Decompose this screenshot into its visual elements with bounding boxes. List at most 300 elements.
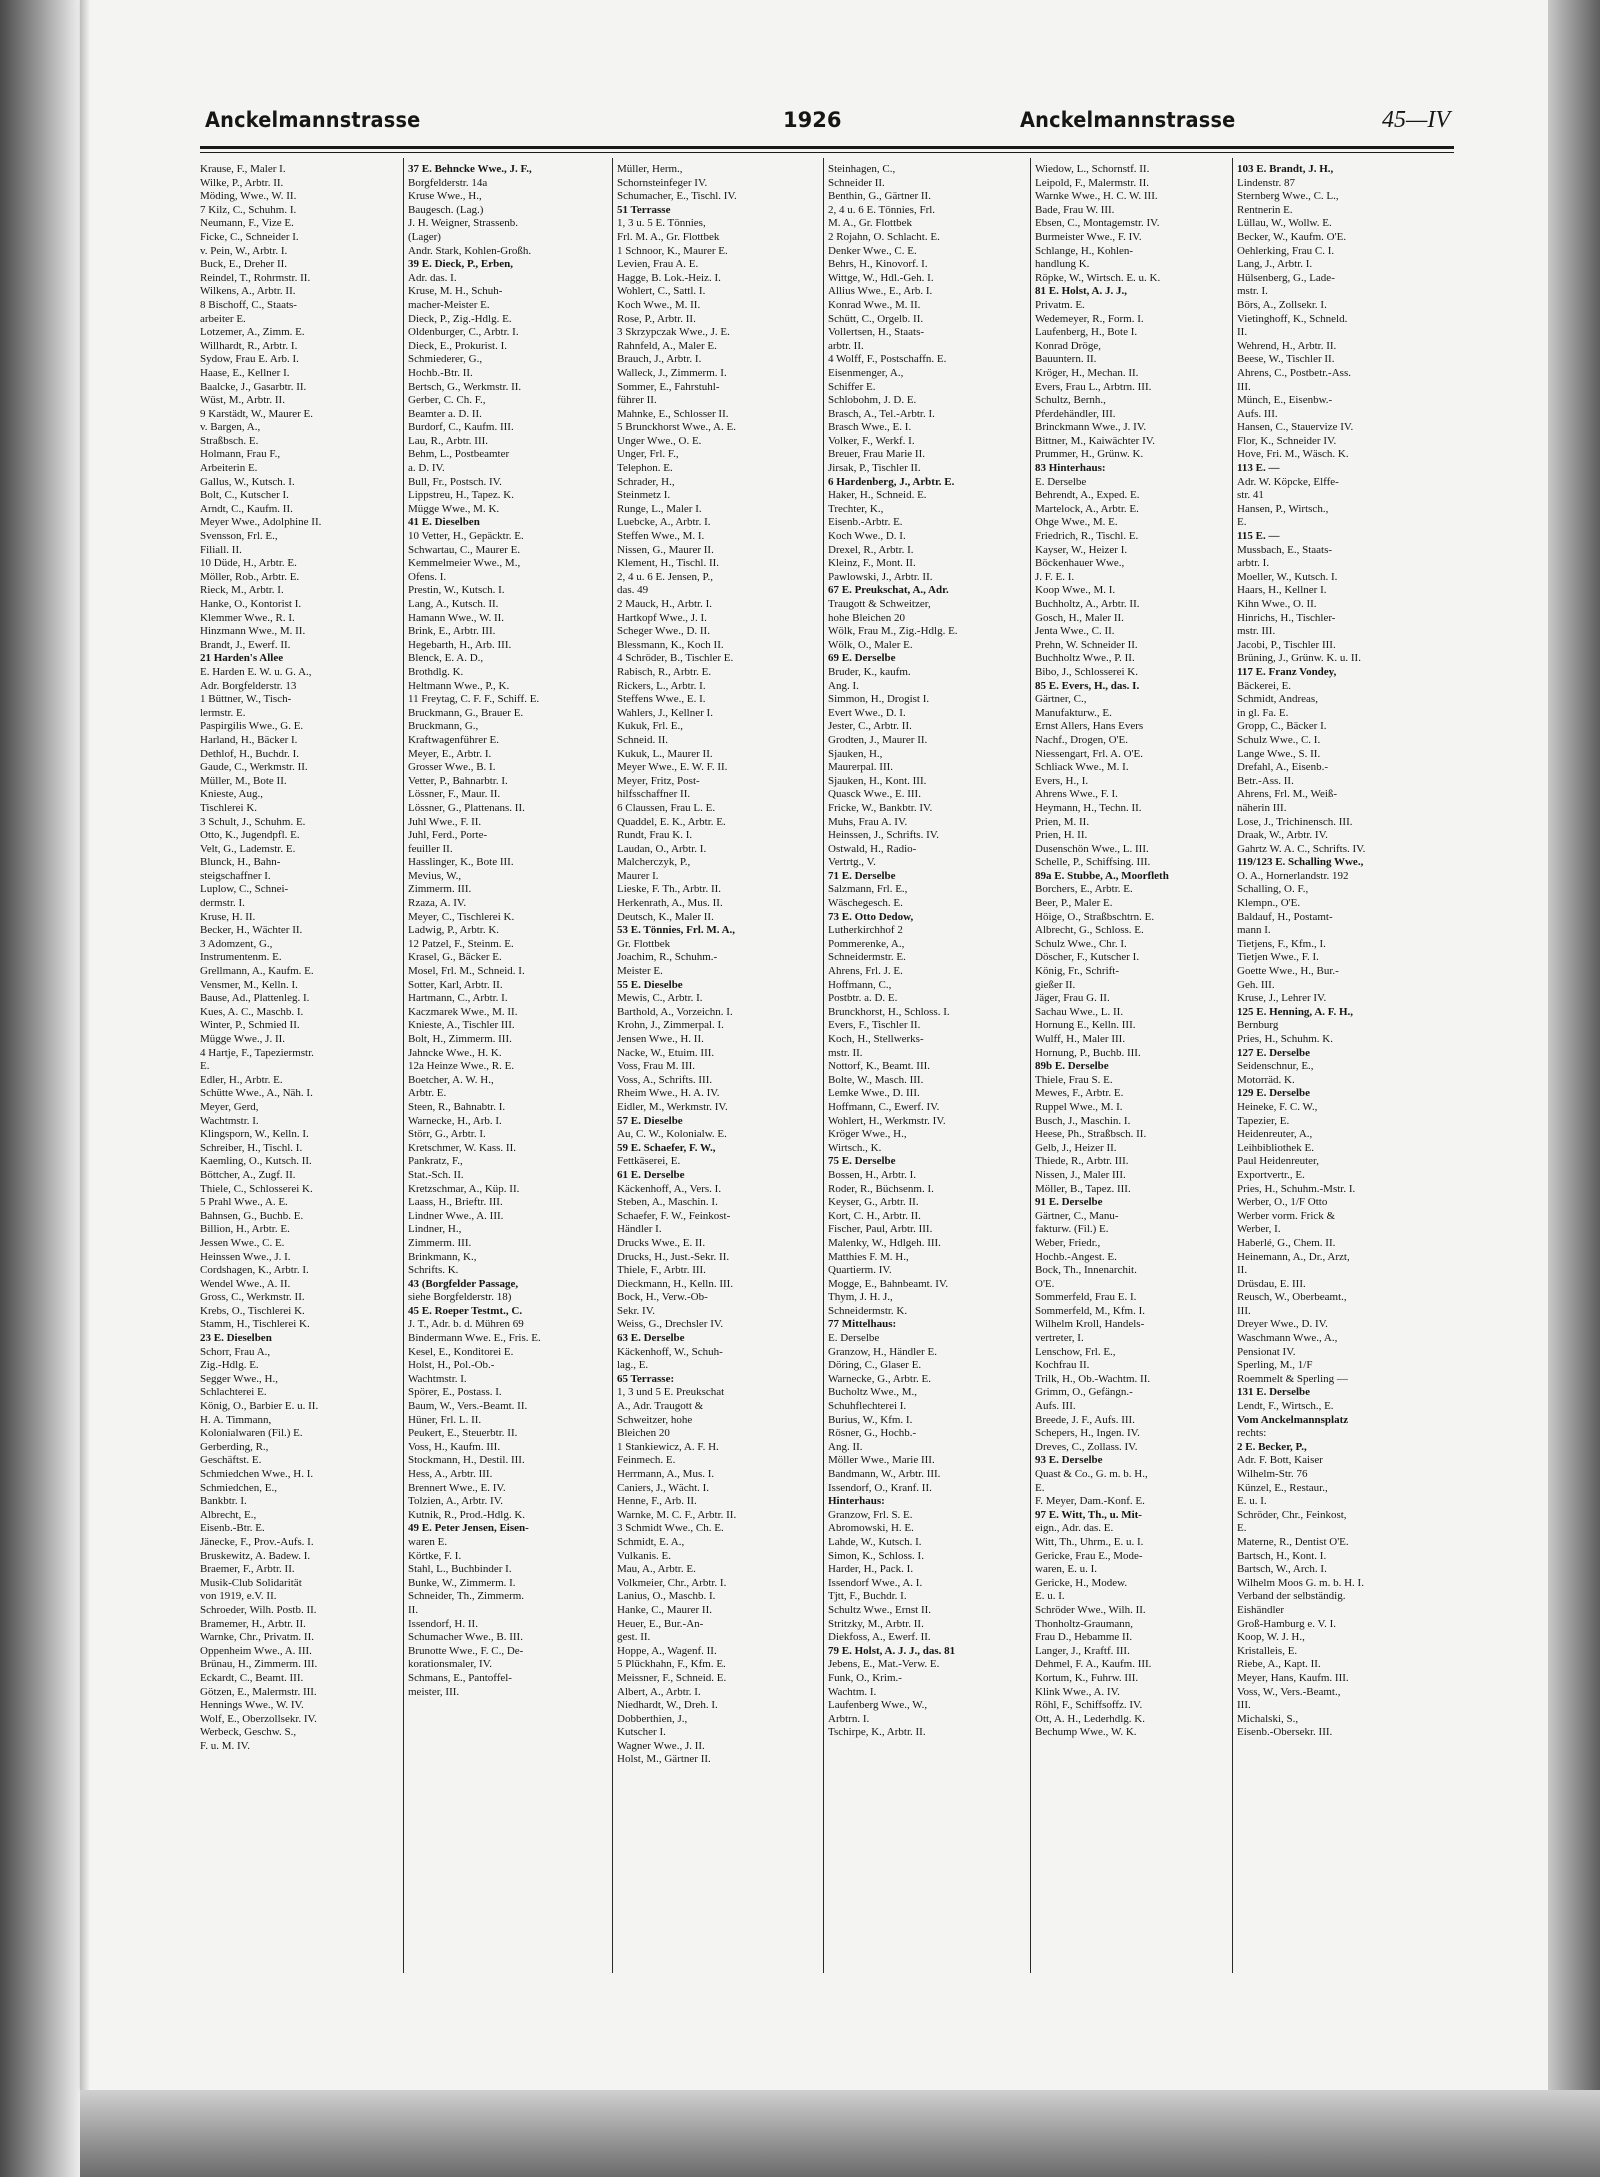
- directory-entry: Malcherczyk, P.,: [617, 856, 691, 869]
- header-rule-thin: [200, 152, 1454, 153]
- directory-entry: Wilhelm Kroll, Handels-: [1035, 1318, 1145, 1331]
- directory-entry: Werbeck, Geschw. S.,: [200, 1726, 297, 1739]
- directory-entry: Heinssen Wwe., J. I.: [200, 1250, 291, 1263]
- directory-entry: III.: [1237, 1699, 1251, 1712]
- directory-entry: Tolzien, A., Arbtr. IV.: [408, 1495, 503, 1508]
- directory-entry: 75 E. Derselbe: [828, 1155, 896, 1168]
- directory-entry: steigschaffner I.: [200, 869, 271, 882]
- directory-entry: Mewis, C., Arbtr. I.: [617, 992, 703, 1005]
- directory-entry: Dobberthien, J.,: [617, 1712, 688, 1725]
- directory-entry: Kruse, M. H., Schuh-: [408, 285, 503, 298]
- directory-entry: Stockmann, H., Destil. III.: [408, 1454, 525, 1467]
- directory-entry: Röpke, W., Wirtsch. E. u. K.: [1035, 271, 1161, 284]
- directory-entry: Luplow, C., Schnei-: [200, 883, 289, 896]
- directory-entry: Betr.-Ass. II.: [1237, 774, 1294, 787]
- directory-entry: 1 Büttner, W., Tisch-: [200, 693, 292, 706]
- directory-entry: III.: [1237, 380, 1251, 393]
- directory-entry: Brunckhorst, H., Schloss. I.: [828, 1005, 950, 1018]
- directory-entry: Dieck, E., Prokurist. I.: [408, 339, 507, 352]
- directory-entry: Bolte, W., Masch. III.: [828, 1073, 924, 1086]
- directory-entry: Schrader, H.,: [617, 475, 675, 488]
- directory-entry: Schreiber, H., Tischl. I.: [200, 1141, 303, 1154]
- directory-entry: A., Adr. Traugott &: [617, 1400, 704, 1413]
- directory-entry: Heltmann Wwe., P., K.: [408, 679, 510, 692]
- directory-entry: Ang. I.: [828, 679, 859, 692]
- directory-entry: Mahnke, E., Schlosser II.: [617, 407, 729, 420]
- directory-entry: hilfsschaffner II.: [617, 788, 691, 801]
- directory-entry: Wiedow, L., Schornstf. II.: [1035, 163, 1150, 175]
- directory-entry: 1, 3 und 5 E. Preukschat: [617, 1386, 725, 1399]
- directory-entry: Hegebarth, H., Arb. III.: [408, 638, 512, 651]
- directory-entry: J. F. E. I.: [1035, 570, 1075, 583]
- directory-entry: Koch, H., Stellwerks-: [828, 1033, 924, 1045]
- directory-entry: Schaefer, F. W., Feinkost-: [617, 1209, 731, 1222]
- directory-entry: Frl. M. A., Gr. Flottbek: [617, 230, 720, 243]
- directory-entry: Roemmelt & Sperling —: [1237, 1372, 1348, 1385]
- directory-entry: 11 Freytag, C. F. F., Schiff. E.: [408, 693, 540, 706]
- directory-entry: Sperling, M., 1/F: [1237, 1359, 1313, 1372]
- directory-entry: Schütte Wwe., A., Näh. I.: [200, 1087, 313, 1100]
- directory-entry: 71 E. Derselbe: [828, 869, 896, 882]
- directory-entry: Oldenburger, C., Arbtr. I.: [408, 326, 519, 339]
- directory-entry: Jänecke, F., Prov.-Aufs. I.: [200, 1535, 314, 1548]
- directory-entry: Barthold, A., Vorzeichn. I.: [617, 1005, 733, 1018]
- directory-entry: II.: [1237, 1264, 1248, 1277]
- directory-entry: dermstr. I.: [200, 897, 245, 910]
- directory-entry: Meyer Wwe., E. W. F. II.: [617, 761, 728, 774]
- directory-entry: Warnke, M. C. F., Arbtr. II.: [617, 1508, 737, 1521]
- directory-entry: Adr. Borgfelderstr. 13: [200, 679, 297, 692]
- directory-entry: Müller, Herm.,: [617, 163, 683, 175]
- directory-entry: Laufenberg Wwe., W.,: [828, 1699, 928, 1712]
- directory-entry: Jensen Wwe., H. II.: [617, 1033, 704, 1045]
- directory-entry: Kemmelmeier Wwe., M.,: [408, 557, 521, 570]
- directory-entry: Gallus, W., Kutsch. I.: [200, 475, 295, 488]
- directory-entry: Stat.-Sch. II.: [408, 1168, 464, 1181]
- directory-entry: Bechump Wwe., W. K.: [1035, 1726, 1137, 1739]
- directory-entry: Ostwald, H., Radio-: [828, 842, 917, 855]
- directory-entry: 73 E. Otto Dedow,: [828, 910, 914, 923]
- directory-entry: Kruse Wwe., H.,: [408, 190, 482, 203]
- directory-entry: Klingsporn, W., Kelln. I.: [200, 1128, 309, 1141]
- directory-entry: Sommerfeld, Frau E. I.: [1035, 1291, 1137, 1304]
- directory-entry: Heuer, E., Bur.-An-: [617, 1617, 704, 1630]
- directory-entry: Hochb.-Angest. E.: [1035, 1250, 1117, 1263]
- directory-entry: Brünau, H., Zimmerm. III.: [200, 1658, 318, 1671]
- directory-entry: Seidenschnur, E.,: [1237, 1060, 1314, 1073]
- directory-entry: Drucks, H., Just.-Sekr. II.: [617, 1250, 730, 1263]
- directory-entry: Lau, R., Arbtr. III.: [408, 434, 489, 447]
- directory-entry: 85 E. Evers, H., das. I.: [1035, 679, 1140, 692]
- directory-entry: E. u. I.: [1237, 1495, 1267, 1508]
- directory-entry: 89a E. Stubbe, A., Moorfleth: [1035, 869, 1169, 882]
- directory-entry: Lenschow, Frl. E.,: [1035, 1345, 1116, 1358]
- directory-entry: Lotzemer, A., Zimm. E.: [200, 326, 305, 339]
- directory-entry: J. T., Adr. b. d. Mühren 69: [408, 1318, 524, 1331]
- directory-entry: Gelb, J., Heizer II.: [1035, 1141, 1117, 1154]
- directory-entry: Laufenberg, H., Bote I.: [1035, 326, 1138, 339]
- directory-entry: Wolf, E., Oberzollsekr. IV.: [200, 1712, 317, 1725]
- directory-entry: Evers, Frau L., Arbtrn. III.: [1035, 380, 1152, 393]
- directory-entry: Schmidt, Andreas,: [1237, 693, 1318, 706]
- directory-entry: Bartsch, H., Kont. I.: [1237, 1549, 1327, 1562]
- directory-entry: v. Pein, W., Arbtr. I.: [200, 244, 288, 257]
- directory-entry: Lieske, F. Th., Arbtr. II.: [617, 883, 722, 896]
- directory-entry: Fricke, W., Bankbtr. IV.: [828, 801, 933, 814]
- directory-entry: Warnecke, G., Arbtr. E.: [828, 1372, 931, 1385]
- directory-entry: Levien, Frau A. E.: [617, 258, 699, 271]
- directory-entry: E.: [1237, 1522, 1247, 1535]
- directory-entry: Döring, C., Glaser E.: [828, 1359, 922, 1372]
- directory-entry: 127 E. Derselbe: [1237, 1046, 1311, 1059]
- directory-entry: Haars, H., Kellner I.: [1237, 584, 1327, 597]
- directory-entry: Gericke, Frau E., Mode-: [1035, 1549, 1143, 1562]
- directory-entry: Frau D., Hebamme II.: [1035, 1631, 1133, 1644]
- directory-entry: Flor, K., Schneider IV.: [1237, 434, 1337, 447]
- directory-entry: Buck, E., Dreher II.: [200, 258, 288, 271]
- directory-entry: E. Harden E. W. u. G. A.,: [200, 665, 312, 678]
- directory-entry: Lindner Wwe., A. III.: [408, 1209, 504, 1222]
- directory-entry: Sommerfeld, M., Kfm. I.: [1035, 1304, 1145, 1317]
- directory-entry: Haase, E., Kellner I.: [200, 366, 290, 379]
- directory-entry: Klink Wwe., A. IV.: [1035, 1685, 1120, 1698]
- directory-entry: eign., Adr. das. E.: [1035, 1522, 1114, 1535]
- directory-entry: Simmon, H., Drogist I.: [828, 693, 930, 706]
- directory-entry: Ruppel Wwe., M. I.: [1035, 1100, 1123, 1113]
- directory-entry: Klemmer Wwe., R. I.: [200, 611, 295, 624]
- directory-entry: Bruskewitz, A. Badew. I.: [200, 1549, 311, 1562]
- directory-entry: Wehrend, H., Arbtr. II.: [1237, 339, 1337, 352]
- directory-entry: Lange Wwe., S. II.: [1237, 747, 1321, 760]
- directory-entry: Issendorf Wwe., A. I.: [828, 1576, 923, 1589]
- directory-entry: Langer, J., Kraftf. III.: [1035, 1644, 1130, 1657]
- directory-entry: Juhl Wwe., F. II.: [408, 815, 482, 828]
- directory-entry: Kolonialwaren (Fil.) E.: [200, 1427, 303, 1440]
- directory-entry: Gosch, H., Maler II.: [1035, 611, 1124, 624]
- directory-entry: Brothdlg. K.: [408, 665, 464, 678]
- directory-entry: Käckenhoff, A., Vers. I.: [617, 1182, 722, 1195]
- directory-entry: Wölk, O., Maler E.: [828, 638, 913, 651]
- directory-entry: Gahrtz W. A. C., Schrifts. IV.: [1237, 842, 1366, 855]
- directory-entry: Münch, E., Eisenbw.-: [1237, 394, 1333, 407]
- directory-entry: Mussbach, E., Staats-: [1237, 543, 1333, 556]
- directory-entry: Grodten, J., Maurer II.: [828, 733, 928, 746]
- directory-entry: Prien, H. II.: [1035, 829, 1088, 842]
- directory-entry: lermstr. E.: [200, 706, 246, 719]
- directory-entry: 55 E. Dieselbe: [617, 978, 683, 991]
- directory-entry: Schultz, Bernh.,: [1035, 394, 1106, 407]
- directory-entry: E. Derselbe: [828, 1332, 880, 1345]
- directory-entry: 51 Terrasse: [617, 203, 671, 216]
- directory-entry: Lemke Wwe., D. III.: [828, 1087, 920, 1100]
- directory-entry: 119/123 E. Schalling Wwe.,: [1237, 856, 1364, 869]
- directory-entry: Borchers, E., Arbtr. E.: [1035, 883, 1133, 896]
- directory-entry: 2, 4 u. 6 E. Tönnies, Frl.: [828, 203, 936, 216]
- directory-entry: Pferdehändler, III.: [1035, 407, 1116, 420]
- directory-entry: Unger Wwe., O. E.: [617, 434, 702, 447]
- directory-entry: Arbtr. E.: [408, 1087, 447, 1100]
- directory-entry: Edler, H., Arbtr. E.: [200, 1073, 283, 1086]
- directory-entry: Michalski, S.,: [1237, 1712, 1299, 1725]
- directory-entry: O. A., Hornerlandstr. 192: [1237, 869, 1349, 882]
- header-rule-thick: [200, 146, 1454, 149]
- directory-entry: Bossen, H., Arbtr. I.: [828, 1168, 916, 1181]
- directory-entry: Meyer, Fritz, Post-: [617, 774, 700, 787]
- directory-entry: 79 E. Holst, A. J. J., das. 81: [828, 1644, 956, 1657]
- directory-entry: Diekfoss, A., Ewerf. II.: [828, 1631, 931, 1644]
- directory-entry: Wilke, P., Arbtr. II.: [200, 176, 284, 189]
- scan-left-edge: [0, 0, 80, 2177]
- directory-entry: Hess, A., Arbtr. III.: [408, 1468, 493, 1480]
- directory-entry: Au, C. W., Kolonialw. E.: [617, 1128, 727, 1141]
- directory-entry: Nachf., Drogen, O'E.: [1035, 733, 1129, 746]
- directory-entry: 83 Hinterhaus:: [1035, 462, 1106, 475]
- directory-entry: Möding, Wwe., W. II.: [200, 190, 297, 203]
- directory-entry: Lössner, G., Plattenans. II.: [408, 801, 525, 814]
- directory-entry: Bunke, W., Zimmerm. I.: [408, 1576, 516, 1589]
- directory-entry: 113 E. —: [1237, 462, 1280, 475]
- directory-entry: Bock, Th., Innenarchit.: [1035, 1264, 1137, 1277]
- directory-entry: Henne, F., Arb. II.: [617, 1495, 697, 1508]
- directory-entry: arbeiter E.: [200, 312, 246, 325]
- directory-entry: Wachtm. I.: [828, 1685, 877, 1698]
- directory-entry: Dieck, P., Zig.-Hdlg. E.: [408, 312, 512, 325]
- directory-entry: Geschäftst. E.: [200, 1454, 262, 1467]
- directory-entry: Bause, Ad., Plattenleg. I.: [200, 992, 310, 1005]
- directory-entry: Hinterhaus:: [828, 1495, 885, 1508]
- directory-entry: Lippstreu, H., Tapez. K.: [408, 489, 514, 502]
- directory-entry: 49 E. Peter Jensen, Eisen-: [408, 1522, 529, 1535]
- directory-entry: Kukuk, Frl. E.,: [617, 720, 683, 733]
- directory-entry: Harder, H., Pack. I.: [828, 1563, 914, 1576]
- directory-entry: Heinemann, A., Dr., Arzt,: [1237, 1250, 1350, 1263]
- directory-entry: Albrecht, G., Schloss. E.: [1035, 924, 1144, 937]
- directory-entry: Maurerpal. III.: [828, 761, 894, 774]
- directory-entry: Borgfelderstr. 14a: [408, 176, 488, 189]
- directory-entry: Heidenreuter, A.,: [1237, 1128, 1313, 1141]
- directory-entry: Aufs. III.: [1035, 1400, 1076, 1413]
- directory-entry: Rundt, Frau K. I.: [617, 829, 693, 842]
- directory-entry: Materne, R., Dentist O'E.: [1237, 1535, 1349, 1548]
- directory-entry: Haberlé, G., Chem. II.: [1237, 1236, 1336, 1249]
- directory-entry: Bucholtz Wwe., M.,: [828, 1386, 918, 1399]
- directory-entry: Steinmetz I.: [617, 489, 671, 502]
- directory-entry: 57 E. Dieselbe: [617, 1114, 683, 1127]
- directory-entry: Hasslinger, K., Bote III.: [408, 856, 514, 869]
- directory-column-2: [408, 163, 608, 1699]
- directory-entry: III.: [1237, 1304, 1251, 1317]
- directory-entry: Schorr, Frau A.,: [200, 1345, 271, 1358]
- directory-entry: Beamter a. D. II.: [408, 407, 482, 420]
- directory-entry: Traugott & Schweitzer,: [828, 598, 931, 610]
- directory-entry: Neumann, F., Vize E.: [200, 217, 294, 230]
- directory-entry: Burmeister Wwe., F. IV.: [1035, 230, 1142, 243]
- directory-entry: 117 E. Franz Vondey,: [1237, 665, 1337, 678]
- directory-entry: Pries, H., Schuhm.-Mstr. I.: [1237, 1182, 1356, 1195]
- header-street-right: Anckelmannstrasse: [1020, 108, 1236, 132]
- directory-entry: Tschirpe, K., Arbtr. II.: [828, 1726, 926, 1739]
- directory-entry: Rentnerin E.: [1237, 203, 1293, 216]
- directory-entry: Beese, W., Tischler II.: [1237, 353, 1335, 366]
- directory-entry: 1 Stankiewicz, A. F. H.: [617, 1440, 719, 1453]
- directory-entry: Schelle, P., Schiffsing. III.: [1035, 856, 1151, 869]
- directory-entry: 3 Adomzent, G.,: [200, 937, 273, 950]
- directory-entry: Kues, A. C., Maschb. I.: [200, 1005, 304, 1018]
- directory-entry: 37 E. Behncke Wwe., J. F.,: [408, 163, 532, 175]
- directory-entry: Krause, F., Maler I.: [200, 163, 286, 175]
- directory-entry: Riebe, A., Kapt. II.: [1237, 1658, 1321, 1671]
- directory-entry: Kristalleis, E.: [1237, 1644, 1298, 1657]
- directory-entry: Heineke, F. C. W.,: [1237, 1100, 1318, 1113]
- directory-entry: Lang, A., Kutsch. II.: [408, 598, 499, 610]
- directory-entry: Drüsdau, E. III.: [1237, 1277, 1306, 1290]
- directory-entry: Arbeiterin E.: [200, 462, 258, 475]
- directory-entry: Drefahl, A., Eisenb.-: [1237, 761, 1329, 774]
- directory-entry: Brunotte Wwe., F. C., De-: [408, 1644, 524, 1657]
- directory-entry: Willhardt, R., Arbtr. I.: [200, 339, 298, 352]
- directory-entry: Vetter, P., Bahnarbtr. I.: [408, 774, 508, 787]
- directory-entry: Harland, H., Bäcker I.: [200, 733, 298, 746]
- directory-entry: Wilhelm-Str. 76: [1237, 1468, 1308, 1480]
- directory-entry: Schulz Wwe., Chr. I.: [1035, 937, 1127, 950]
- directory-entry: 63 E. Derselbe: [617, 1332, 685, 1345]
- directory-entry: Heinssen, J., Schrifts. IV.: [828, 829, 940, 842]
- directory-entry: Wedemeyer, R., Form. I.: [1035, 312, 1144, 325]
- directory-entry: Bolt, H., Zimmerm. III.: [408, 1033, 512, 1045]
- scan-bottom-edge: [80, 2090, 1600, 2177]
- directory-entry: König, Fr., Schrift-: [1035, 965, 1120, 978]
- directory-entry: Schiffer E.: [828, 380, 876, 393]
- directory-entry: Prestin, W., Kutsch. I.: [408, 584, 505, 597]
- directory-entry: Knieste, Aug.,: [200, 788, 263, 801]
- directory-entry: Vollertsen, H., Staats-: [828, 326, 925, 339]
- directory-entry: Schneider II.: [828, 176, 885, 189]
- directory-entry: Granzow, H., Händler E.: [828, 1345, 937, 1358]
- directory-entry: Wirtsch., K.: [828, 1141, 882, 1154]
- directory-entry: Eishändler: [1237, 1603, 1285, 1616]
- directory-entry: Funk, O., Krim.-: [828, 1671, 902, 1684]
- header-year: 1926: [783, 108, 842, 132]
- directory-entry: von 1919, e.V. II.: [200, 1590, 277, 1603]
- directory-entry: Künzel, E., Restaur.,: [1237, 1481, 1328, 1494]
- directory-entry: Meister E.: [617, 965, 663, 978]
- directory-entry: Waschmann Wwe., A.,: [1237, 1332, 1338, 1345]
- directory-entry: Evers, F., Tischler II.: [828, 1019, 921, 1032]
- directory-column-6: [1237, 163, 1437, 1740]
- directory-entry: Jahncke Wwe., H. K.: [408, 1046, 502, 1059]
- directory-entry: Sotter, Karl, Arbtr. II.: [408, 978, 503, 991]
- directory-entry: Tapezier, E.: [1237, 1114, 1290, 1127]
- directory-entry: Hoffmann, C., Ewerf. IV.: [828, 1100, 940, 1113]
- directory-entry: Bankbtr. I.: [200, 1495, 247, 1508]
- directory-entry: Winter, P., Schmied II.: [200, 1019, 300, 1032]
- directory-entry: Bandmann, W., Arbtr. III.: [828, 1468, 941, 1480]
- directory-entry: Spörer, E., Postass. I.: [408, 1386, 502, 1399]
- page-number: 45—IV: [1382, 107, 1450, 133]
- directory-entry: Witt, Th., Uhrm., E. u. I.: [1035, 1535, 1144, 1548]
- directory-entry: 103 E. Brandt, J. H.,: [1237, 163, 1334, 175]
- directory-entry: Schepers, H., Ingen. IV.: [1035, 1427, 1140, 1440]
- directory-entry: 91 E. Derselbe: [1035, 1196, 1103, 1209]
- directory-entry: Wäschegesch. E.: [828, 897, 903, 910]
- directory-entry: Stahl, L., Buchbinder I.: [408, 1563, 512, 1576]
- directory-entry: Störr, G., Arbtr. I.: [408, 1128, 486, 1141]
- directory-entry: Quasck Wwe., E. III.: [828, 788, 921, 801]
- directory-entry: Mosel, Frl. M., Schneid. I.: [408, 965, 525, 978]
- directory-entry: 131 E. Derselbe: [1237, 1386, 1311, 1399]
- directory-entry: Segger Wwe., H.,: [200, 1372, 278, 1385]
- directory-entry: Lutherkirchhof 2: [828, 924, 903, 937]
- directory-entry: Gr. Flottbek: [617, 937, 671, 950]
- directory-entry: Rickers, L., Arbtr. I.: [617, 679, 706, 692]
- directory-entry: Holst, M., Gärtner II.: [617, 1753, 711, 1766]
- directory-entry: Körtke, F. I.: [408, 1549, 462, 1562]
- directory-entry: Evert Wwe., D. I.: [828, 706, 906, 719]
- directory-entry: Rheim Wwe., H. A. IV.: [617, 1087, 720, 1100]
- directory-entry: Holmann, Frau F.,: [200, 448, 281, 461]
- directory-entry: 2 E. Becker, P.,: [1237, 1440, 1307, 1453]
- directory-entry: Klement, H., Tischl. II.: [617, 557, 720, 570]
- directory-entry: Bruder, K., kaufm.: [828, 665, 911, 678]
- directory-column-4: [828, 163, 1028, 1740]
- directory-entry: Schneidermstr. E.: [828, 951, 906, 964]
- directory-entry: Bleichen 20: [617, 1427, 670, 1440]
- directory-entry: Fischer, Paul, Arbtr. III.: [828, 1223, 933, 1236]
- directory-entry: 2 Mauck, H., Arbtr. I.: [617, 598, 713, 610]
- directory-entry: str. 41: [1237, 489, 1264, 502]
- directory-entry: 3 Schmidt Wwe., Ch. E.: [617, 1522, 724, 1535]
- directory-entry: Pommerenke, A.,: [828, 937, 905, 950]
- directory-entry: Brennert Wwe., E. IV.: [408, 1481, 506, 1494]
- directory-entry: Jessen Wwe., C. E.: [200, 1236, 285, 1249]
- directory-entry: Adr. W. Köpcke, Elffe-: [1237, 475, 1339, 488]
- directory-entry: Krohn, J., Zimmerpal. I.: [617, 1019, 724, 1032]
- directory-entry: Martelock, A., Arbtr. E.: [1035, 502, 1139, 515]
- directory-entry: Schmans, E., Pantoffel-: [408, 1671, 512, 1684]
- directory-entry: Möller Wwe., Marie III.: [828, 1454, 935, 1467]
- directory-entry: Lendt, F., Wirtsch., E.: [1237, 1400, 1334, 1413]
- directory-entry: Issendorf, H. II.: [408, 1617, 478, 1630]
- directory-entry: Behrendt, A., Exped. E.: [1035, 489, 1140, 502]
- directory-entry: Tjtt, F., Buchdr. I.: [828, 1590, 907, 1603]
- directory-entry: Pawlowski, J., Arbtr. II.: [828, 570, 933, 583]
- directory-entry: Brasch Wwe., E. I.: [828, 421, 912, 434]
- directory-entry: Caniers, J., Wächt. I.: [617, 1481, 710, 1494]
- directory-entry: Schmidt, E. A.,: [617, 1535, 685, 1548]
- directory-entry: Thiele, F., Arbtr. III.: [617, 1264, 706, 1277]
- directory-entry: Benthin, G., Gärtner II.: [828, 190, 931, 203]
- directory-entry: Bertsch, G., Werkmstr. II.: [408, 380, 522, 393]
- directory-entry: Unger, Frl. F.,: [617, 448, 679, 461]
- directory-entry: Kröger, H., Mechan. II.: [1035, 366, 1139, 379]
- directory-entry: Privatm. E.: [1035, 298, 1085, 311]
- directory-entry: Hanke, O., Kontorist I.: [200, 598, 302, 610]
- directory-entry: Gärtner, C., Manu-: [1035, 1209, 1119, 1222]
- directory-entry: Hansen, P., Wirtsch.,: [1237, 502, 1329, 515]
- directory-entry: Grimm, O., Gefängn.-: [1035, 1386, 1133, 1399]
- directory-entry: Bade, Frau W. III.: [1035, 203, 1115, 216]
- directory-entry: Bibo, J., Schlosserei K.: [1035, 665, 1138, 678]
- directory-entry: Gross, C., Werkmstr. II.: [200, 1291, 305, 1304]
- directory-entry: Luebcke, A., Arbtr. I.: [617, 516, 711, 529]
- directory-entry: Kleinz, F., Mont. II.: [828, 557, 916, 570]
- directory-entry: Tietjens, F., Kfm., I.: [1237, 937, 1326, 950]
- directory-entry: E. u. I.: [1035, 1590, 1065, 1603]
- directory-entry: 89b E. Derselbe: [1035, 1060, 1109, 1073]
- directory-entry: Prehn, W. Schneider II.: [1035, 638, 1138, 651]
- directory-entry: (Lager): [408, 230, 441, 243]
- directory-entry: Koop Wwe., M. I.: [1035, 584, 1116, 597]
